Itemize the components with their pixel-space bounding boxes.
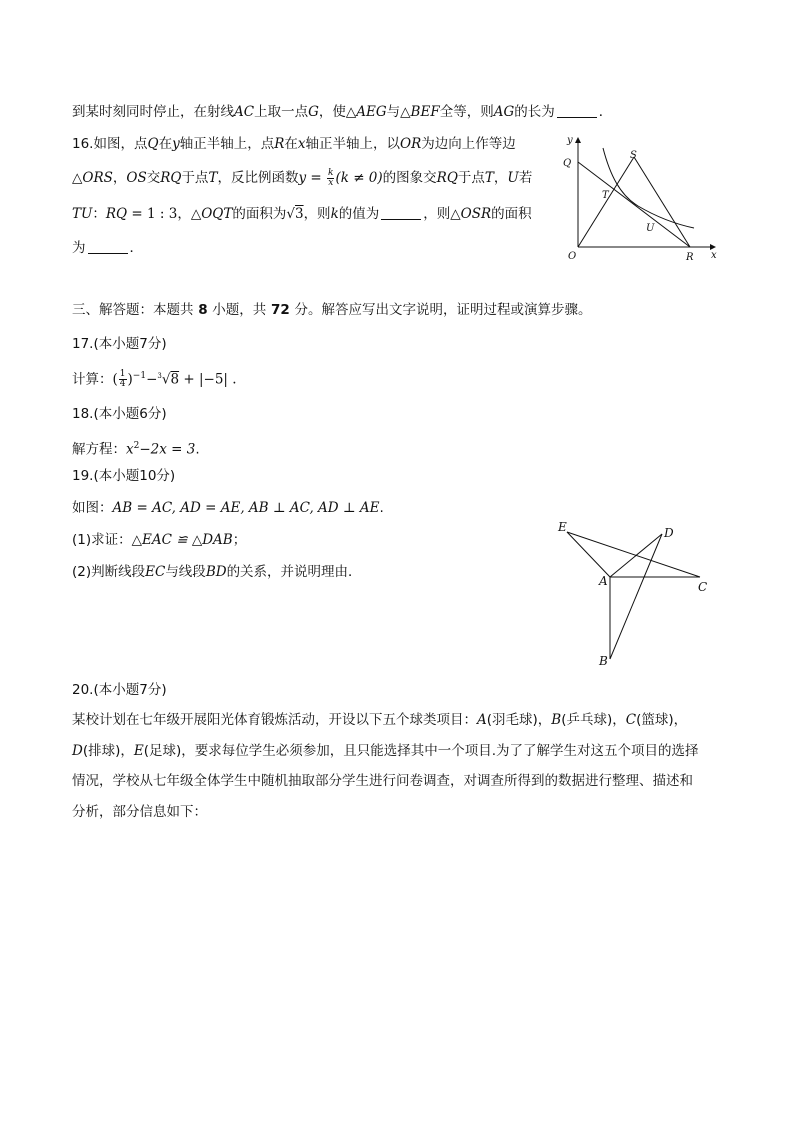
fraction-k-over-x: $\frac{k}{x}$ [328,167,334,188]
label-R: R [686,252,694,263]
q15-tail-line: 到某时刻同时停止，在射线AC上取一点G，使△AEG与△BEF全等，则AG的长为 ． [72,104,613,120]
q17-heading: 17.(本小题7分) [72,336,167,352]
segment-DB [610,534,662,659]
fraction-one-quarter: $\frac{1}{4}$ [119,369,126,389]
label-y: y [567,135,573,146]
q19-figure [550,515,720,670]
q16-figure [560,130,720,265]
q16-line-1: 16.如图，点Q在y轴正半轴上，点R在x轴正半轴上，以OR为边向上作等边 [72,136,516,152]
q19-given: 如图：AB = AC, AD = AE, AB ⊥ AC, AD ⊥ AE. [72,500,384,516]
cube-root-symbol: √ [161,371,171,388]
answer-blank[interactable] [557,103,597,118]
q16-line-2: △ORS，OS交RQ于点T，反比例函数y = $\frac{k}{x}$ (k ≠ 0)的图象交RQ于点T，U若 [72,167,533,188]
sqrt-symbol: √ [286,206,295,222]
label-A: A [599,574,608,588]
segment-EC [567,532,700,577]
label-O: O [568,251,577,262]
q19-heading: 19.(本小题10分) [72,468,176,484]
section-3-heading: 三、解答题：本题共 8 小题，共 72 分。解答应写出文字说明，证明过程或演算步骤。 [72,302,592,318]
label-E: E [558,520,567,534]
label-Q: Q [563,158,572,169]
label-D: D [664,526,674,540]
q18-heading: 18.(本小题6分) [72,406,167,422]
label-T: T [602,190,609,201]
q20-line-2: D(排球)，E(足球)，要求每位学生必须参加，且只能选择其中一个项目.为了了解学生对这五个项目的选择 [72,743,699,759]
answer-blank[interactable] [381,205,421,220]
segment-AD [610,534,662,577]
label-C: C [698,580,708,594]
q19-part-1: (1)求证：△EAC ≌ △DAB； [72,532,247,548]
q16-line-3: TU：RQ = 1 : 3，△OQT的面积为√3，则k的值为 ，则△OSR的面积 [72,206,532,222]
segment-QR [578,162,690,247]
q20-line-4: 分析，部分信息如下： [72,804,207,820]
q18-body: 解方程：$x^2-2x = 3$. [72,441,200,458]
q19-part-2: (2)判断线段EC与线段BD的关系，并说明理由． [72,564,362,580]
label-U: U [646,223,655,234]
segment-SR [634,157,690,247]
answer-blank[interactable] [88,239,128,254]
label-x: x [711,250,717,261]
q16-line-4: 为 ． [72,240,143,256]
label-S: S [630,150,637,161]
q20-heading: 20.(本小题7分) [72,682,167,698]
segment-OS [578,157,634,247]
label-B: B [599,654,608,668]
q20-line-3: 情况，学校从七年级全体学生中随机抽取部分学生进行问卷调查，对调查所得到的数据进行整理、描述和 [72,773,693,789]
q17-body: 计算：( $\frac{1}{4}$ )$^{-1}$−$^3$√8 + |−5| . [72,369,237,389]
q20-line-1: 某校计划在七年级开展阳光体育锻炼活动，开设以下五个球类项目：A(羽毛球)，B(乒乓球)，C(篮球)， [72,712,688,728]
